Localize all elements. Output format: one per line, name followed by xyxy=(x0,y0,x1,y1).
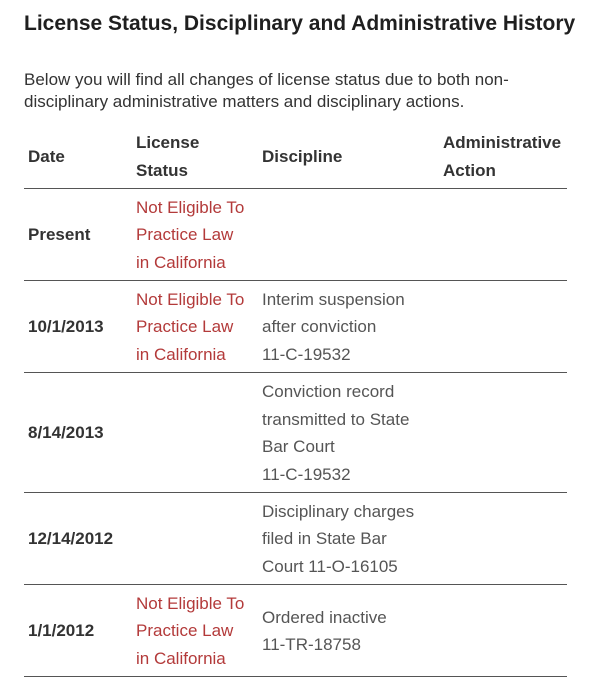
administrative-action-cell xyxy=(443,585,567,676)
row-date: 1/1/2012 xyxy=(28,621,95,641)
row-date: 8/14/2013 xyxy=(28,423,104,443)
header-license-status: License Status xyxy=(136,133,200,180)
table-row xyxy=(24,373,567,493)
header-discipline: Discipline xyxy=(262,146,343,166)
header-date: Date xyxy=(28,146,65,166)
discipline-cell xyxy=(262,189,442,280)
discipline-cell xyxy=(262,373,442,492)
date-cell xyxy=(28,373,134,492)
discipline-cell xyxy=(262,585,442,676)
license-history-table xyxy=(24,124,567,677)
row-date: 12/14/2012 xyxy=(28,529,114,549)
license-status-cell xyxy=(136,585,260,676)
table-row xyxy=(24,189,567,281)
date-cell xyxy=(28,281,134,372)
license-status-cell xyxy=(136,189,260,280)
header-administrative-action: Administrative Action xyxy=(443,133,562,180)
row-discipline: Interim suspension after conviction 11-C-19532 xyxy=(262,289,405,364)
date-cell xyxy=(28,493,134,584)
table-header-row xyxy=(24,124,567,189)
row-discipline: Disciplinary charges filed in State Bar Court 11-O-16105 xyxy=(262,501,415,576)
license-status-cell xyxy=(136,373,260,492)
section-title: License Status, Disciplinary and Administrative History xyxy=(24,12,576,35)
header-discipline-cell xyxy=(262,124,442,188)
row-license-status: Not Eligible To Practice Law in California xyxy=(136,593,245,668)
license-status-cell xyxy=(136,493,260,584)
section-intro: Below you will find all changes of license status due to both non-disciplinary administrative matters and disciplinary actions. xyxy=(24,70,509,111)
header-license-status-cell xyxy=(136,124,260,188)
row-date: Present xyxy=(28,225,91,245)
date-cell xyxy=(28,189,134,280)
discipline-cell xyxy=(262,493,442,584)
license-status-cell xyxy=(136,281,260,372)
row-license-status: Not Eligible To Practice Law in California xyxy=(136,289,245,364)
header-date-cell xyxy=(28,124,134,188)
row-license-status: Not Eligible To Practice Law in California xyxy=(136,197,245,272)
administrative-action-cell xyxy=(443,281,567,372)
discipline-cell xyxy=(262,281,442,372)
header-administrative-action-cell xyxy=(443,124,567,188)
row-discipline: Ordered inactive 11-TR-18758 xyxy=(262,607,387,654)
table-row xyxy=(24,281,567,373)
administrative-action-cell xyxy=(443,189,567,280)
table-row xyxy=(24,493,567,585)
date-cell xyxy=(28,585,134,676)
administrative-action-cell xyxy=(443,493,567,584)
row-discipline: Conviction record transmitted to State Bar Court 11-C-19532 xyxy=(262,382,410,484)
row-date: 10/1/2013 xyxy=(28,317,104,337)
administrative-action-cell xyxy=(443,373,567,492)
table-row xyxy=(24,585,567,677)
